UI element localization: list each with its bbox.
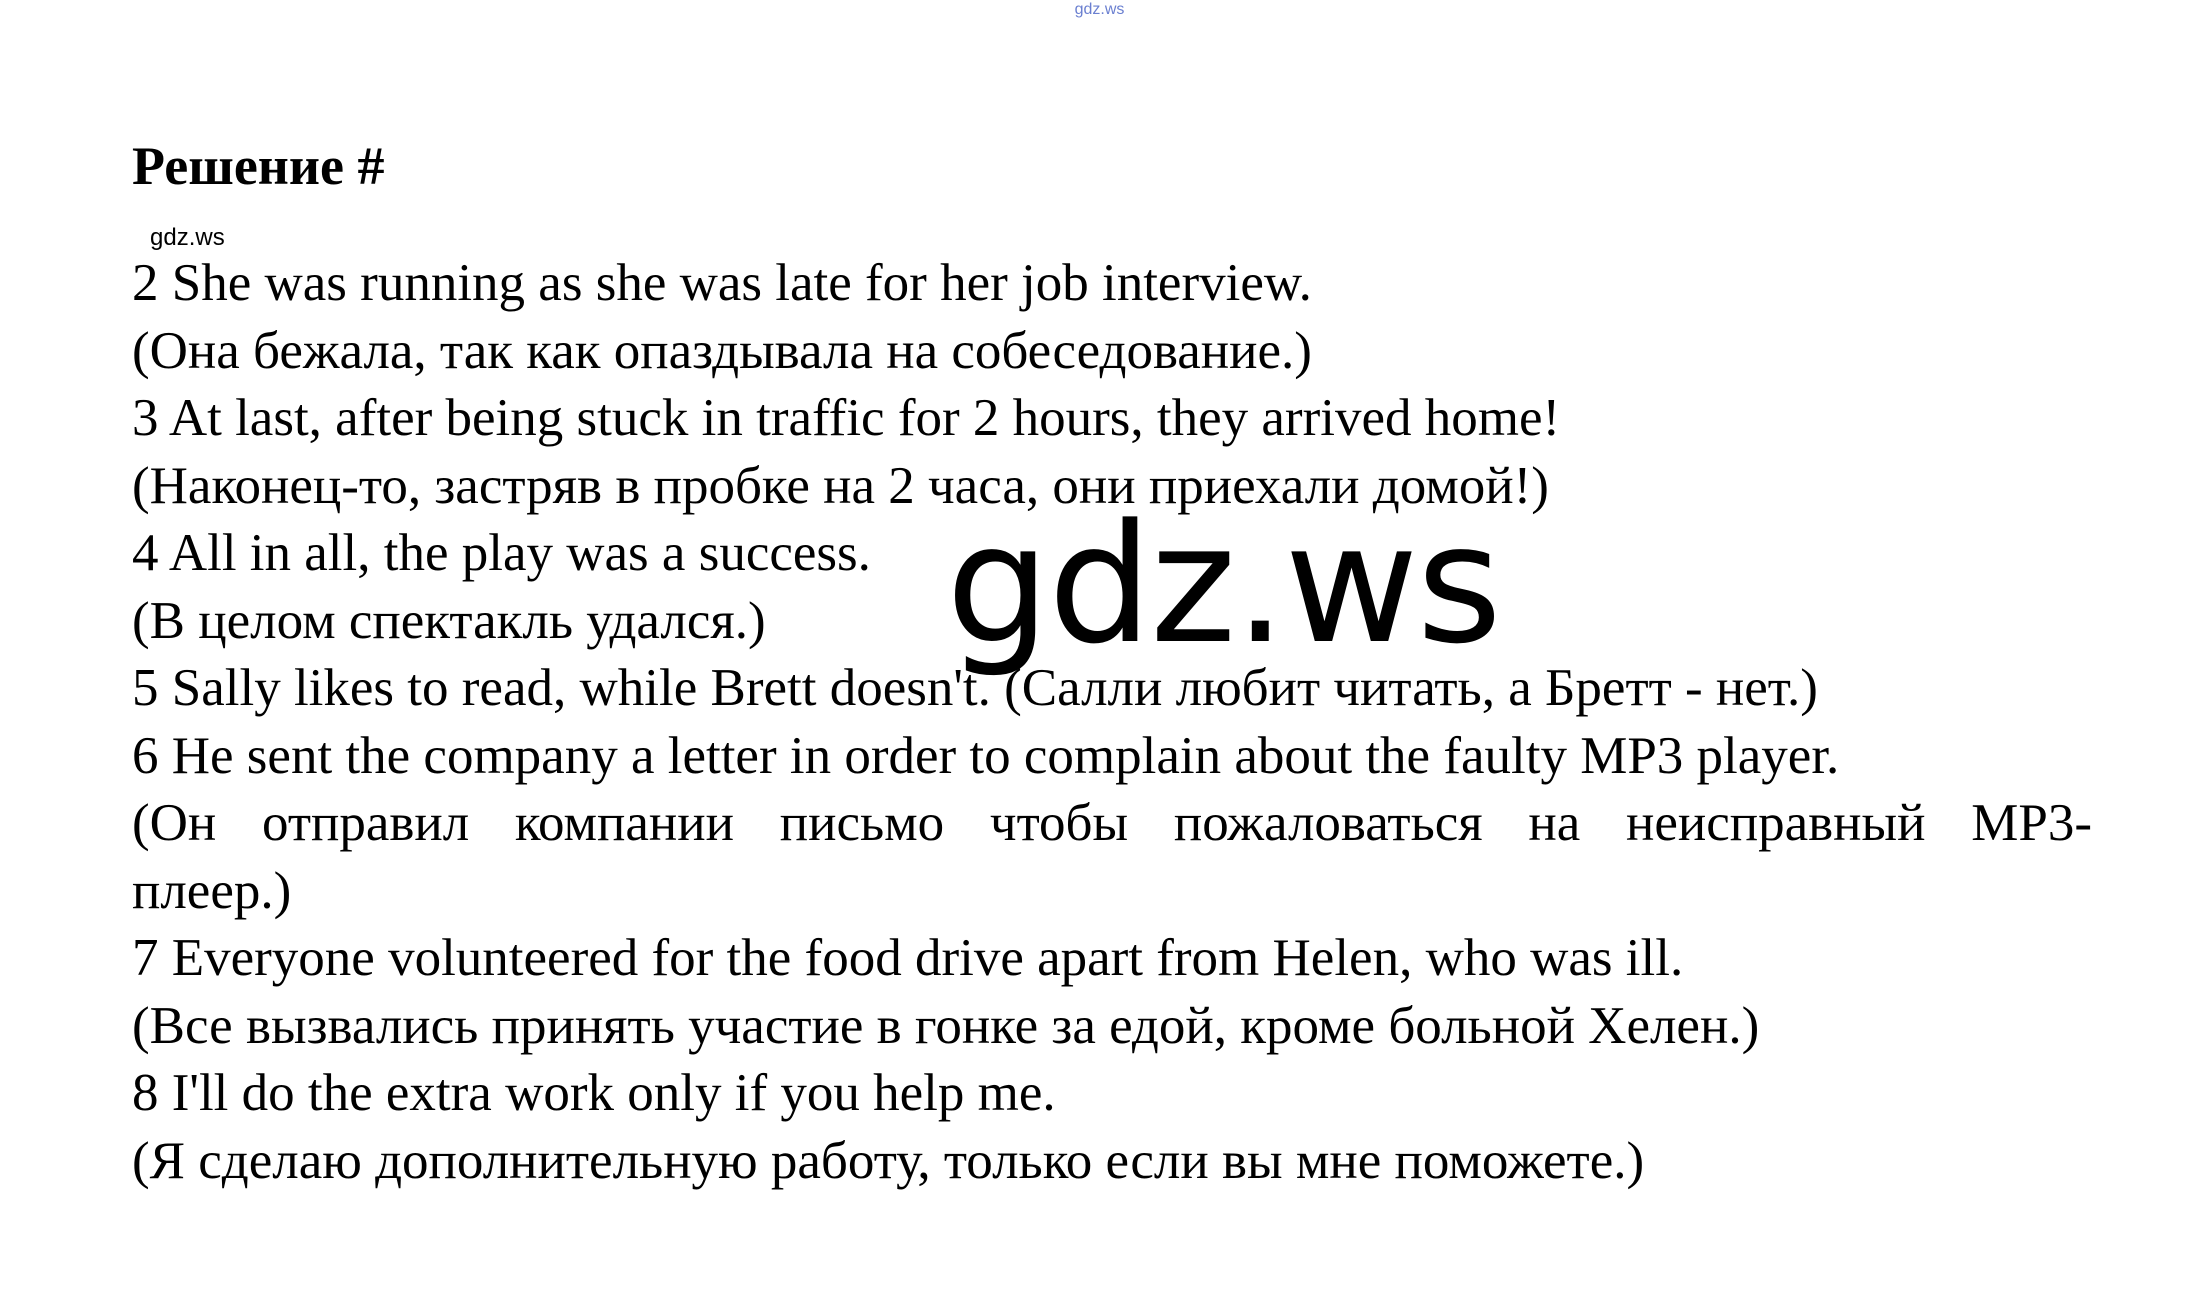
page-title: Решение # — [132, 136, 385, 196]
translation-line: (Она бежала, так как опаздывала на собеседование.) — [132, 321, 1312, 380]
translation-line: (Наконец-то, застряв в пробке на 2 часа, они приехали домой!) — [132, 456, 1549, 515]
site-link-top[interactable]: gdz.ws — [1074, 1, 1125, 18]
answer-line: 8 I'll do the extra work only if you help me. — [132, 1064, 1056, 1122]
solution-text — [132, 250, 2092, 1195]
small-watermark: gdz.ws — [150, 224, 225, 251]
translation-line-continued: плеер.) — [132, 861, 292, 920]
answer-line: 3 At last, after being stuck in traffic for 2 hours, they arrived home! — [132, 389, 1561, 447]
answer-line: 6 He sent the company a letter in order to complain about the faulty MP3 player. — [132, 726, 1840, 785]
translation-line: (В целом спектакль удался.) — [132, 591, 766, 650]
answer-line: 4 All in all, the play was a success. — [132, 524, 871, 582]
answer-line: 7 Everyone volunteered for the food drive apart from Helen, who was ill. — [132, 929, 1684, 987]
big-watermark: gdz.ws — [946, 489, 1500, 680]
translation-line: (Все вызвались принять участие в гонке за едой, кроме больной Хелен.) — [132, 996, 1760, 1055]
translation-line: (Я сделаю дополнительную работу, только если вы мне поможете.) — [132, 1131, 1645, 1190]
answer-line: 2 She was running as she was late for her job interview. — [132, 254, 1312, 312]
answer-line: 5 Sally likes to read, while Brett doesn't. (Салли любит читать, а Бретт - нет.) — [132, 659, 1818, 717]
translation-line: (Он отправил компании письмо чтобы пожаловаться на неисправный MP3- — [132, 794, 2092, 852]
